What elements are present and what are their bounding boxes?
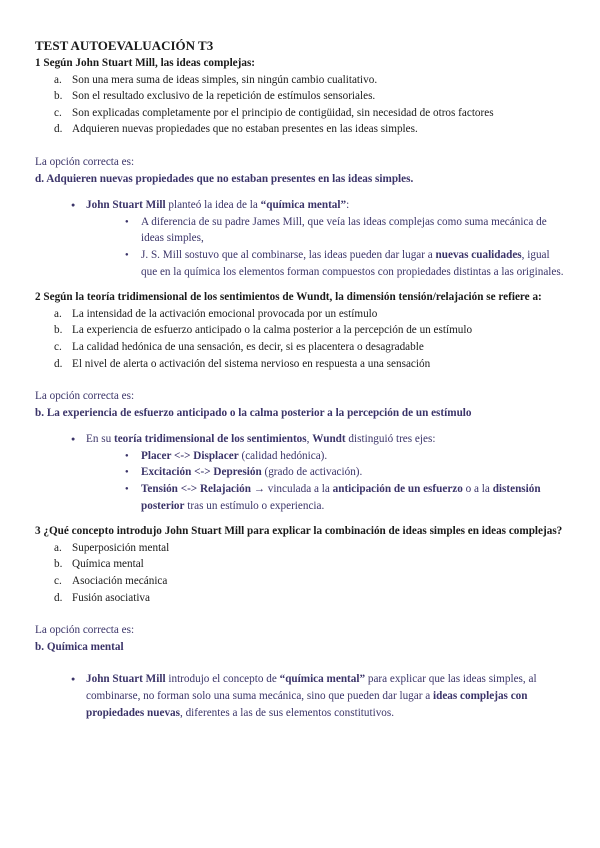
explanation-text: (calidad hedónica). (238, 449, 328, 462)
option-a (54, 72, 565, 89)
option-c (54, 105, 565, 122)
explanation-text: A diferencia de su padre James Mill, que veía las ideas complejas como suma mecánica de ideas simples, (141, 215, 547, 245)
key-term: Tensión <-> Relajación → (141, 483, 265, 496)
option-a (54, 540, 565, 557)
key-term: “química mental” (260, 199, 347, 212)
explanation-item (71, 671, 565, 721)
explanation-text: , (306, 433, 313, 446)
option-d (54, 356, 565, 373)
option-text: El nivel de alerta o activación del sistema nervioso en respuesta a una sensación (72, 357, 431, 370)
key-term: Placer <-> Displacer (141, 449, 239, 462)
explanation-text: En su (86, 433, 114, 446)
explanation-text: introdujo el concepto de (165, 673, 280, 686)
author-name: John Stuart Mill (86, 199, 166, 212)
explanation-list (35, 431, 565, 514)
key-term: teoría tridimensional de los sentimientos (113, 433, 307, 446)
key-term: distensión posterior (141, 483, 541, 512)
option-text: Son el resultado exclusivo de la repetición de estímulos sensoriales. (72, 90, 376, 103)
question-2 (35, 289, 565, 514)
key-term: “química mental” (279, 673, 366, 686)
explanation-text: vinculada a la (264, 483, 333, 496)
option-text: Fusión asociativa (72, 591, 150, 604)
explanation-list (35, 197, 565, 280)
document-page (35, 38, 565, 721)
explanation-subitem (125, 464, 565, 481)
option-letter: a. (54, 307, 62, 320)
option-b (54, 322, 565, 339)
explanation-text: , diferentes a las de sus elementos constitutivos. (179, 706, 395, 719)
option-text: Son explicadas completamente por el principio de contigüidad, sin necesidad de otros factores (72, 106, 494, 119)
answer-label: La opción correcta es: (35, 155, 135, 168)
option-d (54, 590, 565, 607)
key-term: Excitación <-> Depresión (141, 466, 262, 479)
option-text: Superposición mental (72, 541, 170, 554)
correct-answer: b. Química mental (35, 640, 124, 653)
key-term: nuevas cualidades (435, 248, 522, 261)
correct-answer: d. Adquieren nuevas propiedades que no estaban presentes en las ideas simples. (35, 172, 414, 185)
option-letter: c. (54, 575, 62, 588)
option-text: Asociación mecánica (72, 575, 168, 588)
explanation-text: para explicar que las ideas simples, al combinarse, no forman solo una suma mecánica, sino que pueden dar lugar a (86, 673, 537, 702)
question-3 (35, 523, 565, 721)
explanation-sublist (86, 448, 565, 514)
option-b (54, 556, 565, 573)
option-text: Adquieren nuevas propiedades que no estaban presentes en las ideas simples. (72, 123, 418, 136)
option-letter: a. (54, 73, 62, 86)
option-d (54, 121, 565, 138)
explanation-text: , igual que en la química los elementos forman compuestos con propiedades distintas a las originales. (141, 248, 564, 278)
option-text: La calidad hedónica de una sensación, es decir, si es placentera o desagradable (72, 340, 424, 353)
explanation-subitem (125, 214, 565, 247)
option-c (54, 339, 565, 356)
option-c (54, 573, 565, 590)
question-2-title: 2 Según la teoría tridimensional de los sentimientos de Wundt, la dimensión tensión/relajación se refiere a: (35, 291, 542, 304)
option-letter: b. (54, 90, 63, 103)
option-letter: d. (54, 357, 63, 370)
option-letter: d. (54, 123, 63, 136)
explanation-text: o a la (462, 483, 493, 496)
answer-label: La opción correcta es: (35, 624, 135, 637)
option-letter: b. (54, 324, 63, 337)
explanation-text: : (346, 199, 350, 212)
option-text: La experiencia de esfuerzo anticipado o la calma posterior a la percepción de un estímulo (72, 324, 473, 337)
option-text: Son una mera suma de ideas simples, sin ningún cambio cualitativo. (72, 73, 378, 86)
key-term: ideas complejas con propiedades nuevas (86, 690, 528, 719)
question-3-title: 3 ¿Qué concepto introdujo John Stuart Mill para explicar la combinación de ideas simples en ideas complejas? (35, 525, 563, 538)
question-1 (35, 55, 565, 280)
explanation-text: (grado de activación). (261, 466, 363, 479)
explanation-sublist (86, 214, 565, 280)
explanation-text: planteó la idea de la (165, 199, 261, 212)
document-title: TEST AUTOEVALUACIÓN T3 (35, 38, 214, 53)
option-text: La intensidad de la activación emocional provocada por un estímulo (72, 307, 378, 320)
answer-label: La opción correcta es: (35, 390, 135, 403)
key-term: anticipación de un esfuerzo (332, 483, 463, 496)
explanation-item (71, 197, 565, 280)
explanation-subitem (125, 247, 565, 280)
explanation-text: distinguió tres ejes: (345, 433, 436, 446)
correct-answer: b. La experiencia de esfuerzo anticipado o la calma posterior a la percepción de un estímulo (35, 406, 472, 419)
question-2-options (35, 306, 565, 372)
option-letter: c. (54, 340, 62, 353)
question-1-title: 1 Según John Stuart Mill, las ideas complejas: (35, 57, 256, 69)
option-letter: c. (54, 106, 62, 119)
explanation-text: J. S. Mill sostuvo que al combinarse, las ideas pueden dar lugar a (141, 248, 436, 261)
author-name: John Stuart Mill (86, 673, 166, 686)
option-a (54, 306, 565, 323)
option-letter: a. (54, 541, 62, 554)
explanation-text: tras un estímulo o experiencia. (184, 499, 325, 512)
option-letter: b. (54, 558, 63, 571)
option-b (54, 88, 565, 105)
author-name: Wundt (312, 433, 346, 446)
question-3-options (35, 540, 565, 606)
option-letter: d. (54, 591, 63, 604)
explanation-item (71, 431, 565, 514)
explanation-subitem (125, 481, 565, 514)
explanation-list (35, 671, 565, 721)
option-text: Química mental (72, 558, 144, 571)
question-1-options (35, 72, 565, 138)
explanation-subitem (125, 448, 565, 465)
